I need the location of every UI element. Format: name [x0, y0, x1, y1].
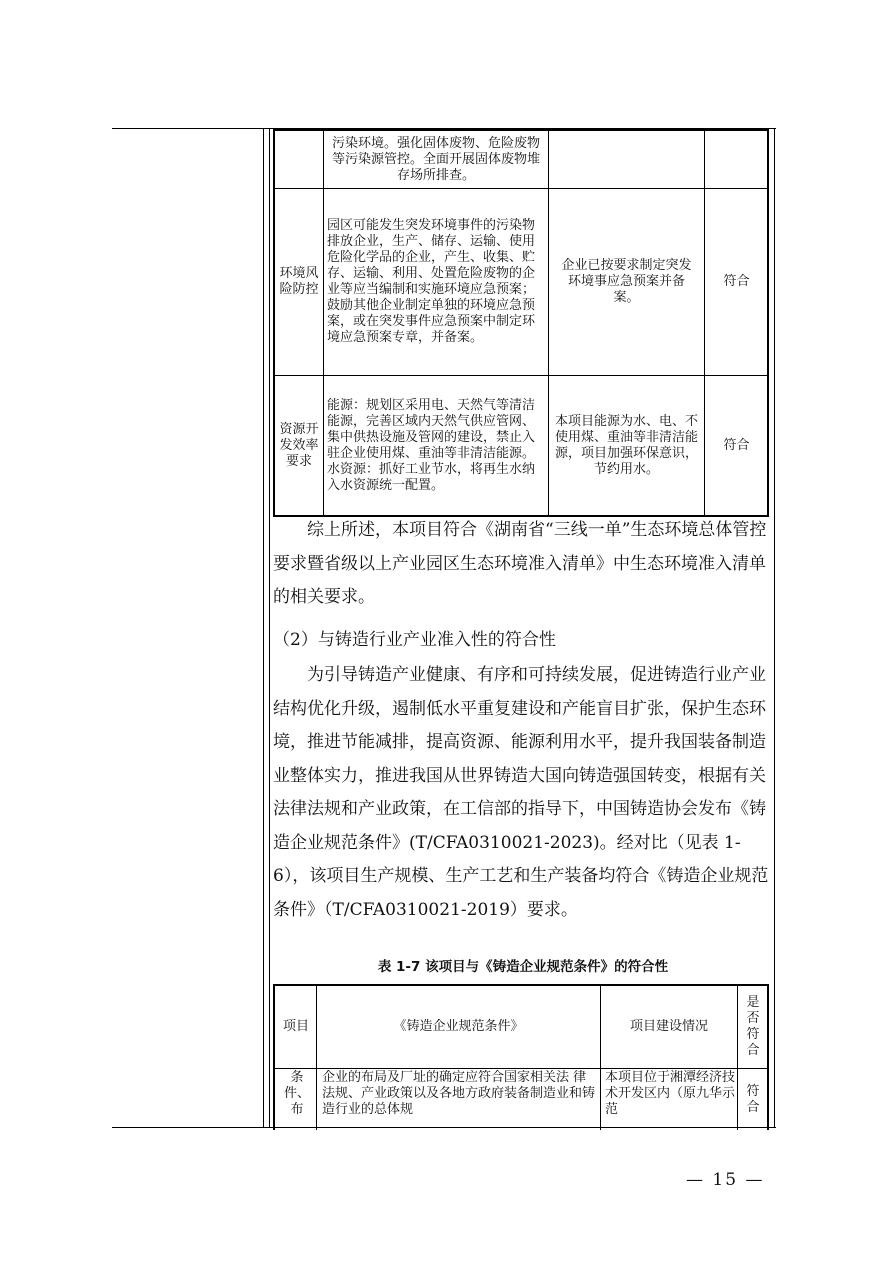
row-2-requirement: 能源：规划区采用电、天然气等清洁能源，完善区域内天然气供应管网、集中供热设施及管网的建设，禁止入驻企业使用煤、重油等非清洁能源。水资源：抓好工业节水，将再生水纳入水资源统一配置。	[327, 397, 536, 493]
compliance-table-bottom	[273, 984, 769, 1130]
row-2-result: 符合	[723, 437, 750, 453]
row-1-result: 符合	[723, 274, 750, 289]
row-0-category	[275, 131, 323, 188]
page-number: — 15 —	[686, 1170, 765, 1190]
row-0-requirement: 污染环境。强化固体废物、危险废物等污染源管控。全面开展固体废物堆存场所排查。	[331, 135, 540, 183]
outer-left-divider	[263, 129, 264, 1127]
bottom-row-0-situation: 本项目位于湘潭经济技术开发区内（原九华示范	[605, 1070, 735, 1117]
header-situation: 项目建设情况	[629, 1019, 708, 1034]
row-1-category: 环境风险防控	[279, 266, 319, 297]
row-1-requirement: 园区可能发生突发环境事件的污染物排放企业，生产、储存、运输、使用危险化学品的企业，产生、收集、贮存、运输、利用、处置危险废物的企业等应当编制和实施环境应急预案；鼓励其他企业制定单独的环境应急预案，或在突发事件应急预案中制定环境应急预案专章，并备案。	[327, 218, 536, 345]
table-caption: 表 1-7 该项目与《铸造企业规范条件》的符合性	[377, 959, 669, 975]
row-2-category: 资源开发效率要求	[279, 421, 319, 469]
compliance-table-top	[273, 129, 769, 517]
header-item: 项目	[283, 1019, 309, 1034]
body-paragraph: 为引导铸造产业健康、有序和可持续发展，促进铸造行业产业结构优化升级，遏制低水平重复建设和产能盲目扩张，保护生态环境，推进节能减排，提高资源、能源利用水平，提升我国装备制造业整体实力，推进我国从世界铸造大国向铸造强国转变，根据有关法律法规和产业政策，在工信部的指导下，中国铸造协会发布《铸造企业规范条件》(T/CFA0310021-2023)。经对比（见表 1-6），该项目生产规模、生产工艺和生产装备均符合《铸造企业规范条件》（T/CFA0310021-2019）要求。	[273, 665, 769, 920]
outer-right-border	[774, 129, 775, 1127]
outer-left-divider-inner	[269, 129, 270, 1127]
row-1-situation: 企业已按要求制定突发环境事应急预案并备案。	[561, 258, 692, 305]
section-heading: （2）与铸造行业产业准入性的符合性	[273, 630, 556, 650]
bottom-row-0-result: 符合	[746, 1084, 760, 1115]
header-result: 是否符合	[746, 995, 760, 1058]
header-requirement: 《铸造企业规范条件》	[393, 1019, 524, 1034]
summary-paragraph: 综上所述，本项目符合《湖南省“三线一单”生态环境总体管控要求暨省级以上产业园区生态环境准入清单》中生态环境准入清单的相关要求。	[273, 520, 767, 607]
bottom-row-0-requirement: 企业的布局及厂址的确定应符合国家相关法 律法规、产业政策以及各地方政府装备制造业和铸造行业的总体规	[322, 1070, 596, 1117]
row-0-situation	[550, 131, 703, 188]
bottom-row-0-item: 条件、布	[283, 1070, 310, 1117]
row-0-result	[706, 131, 767, 188]
row-2-situation: 本项目能源为水、电、不使用煤、重油等非清洁能源，项目加强环保意识，节约用水。	[554, 413, 698, 477]
